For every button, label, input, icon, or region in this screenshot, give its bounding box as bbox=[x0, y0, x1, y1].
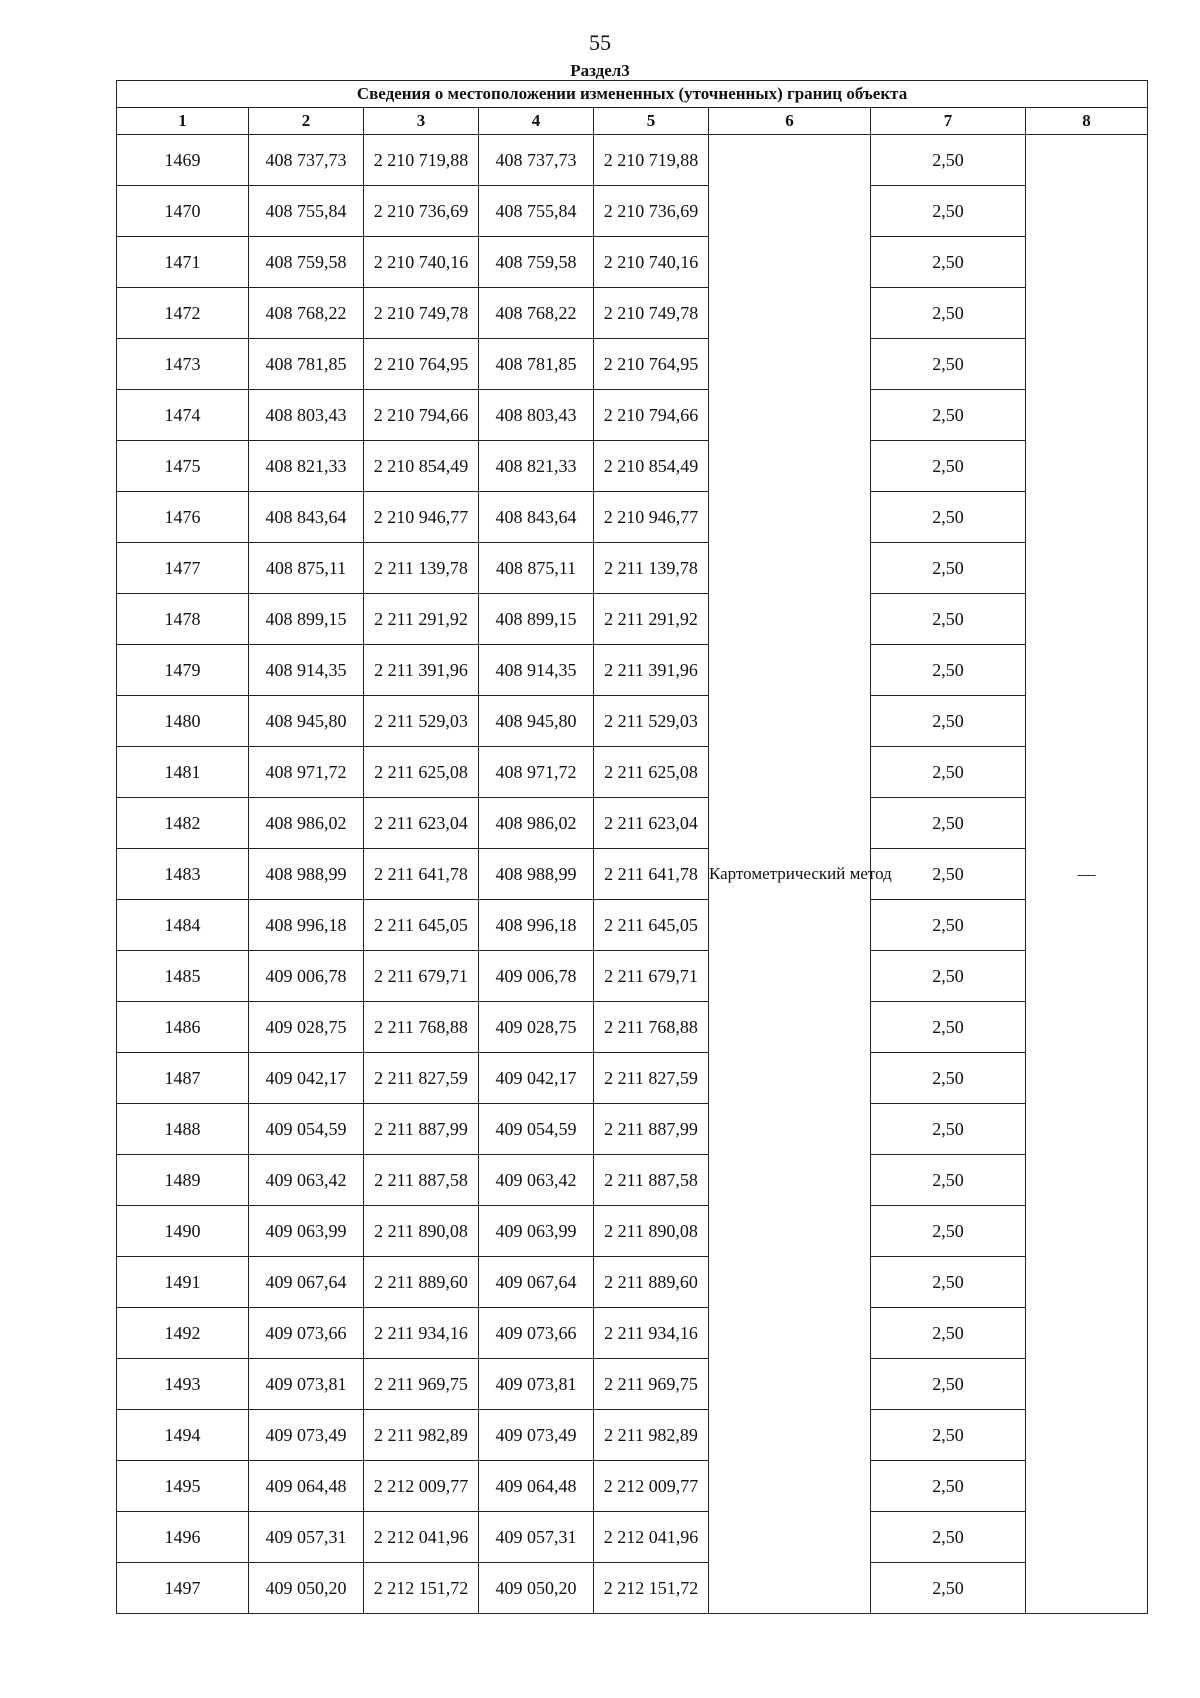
point-number-cell: 1494 bbox=[117, 1410, 249, 1461]
table-row bbox=[117, 900, 1148, 951]
table-row bbox=[117, 441, 1148, 492]
y-old-cell: 2 212 009,77 bbox=[364, 1461, 479, 1512]
y-new-cell: 2 211 827,59 bbox=[594, 1053, 709, 1104]
y-old-cell: 2 211 969,75 bbox=[364, 1359, 479, 1410]
accuracy-cell: 2,50 bbox=[871, 1410, 1026, 1461]
table-row bbox=[117, 645, 1148, 696]
y-old-cell: 2 211 887,58 bbox=[364, 1155, 479, 1206]
y-new-cell: 2 210 719,88 bbox=[594, 135, 709, 186]
x-new-cell: 409 064,48 bbox=[479, 1461, 594, 1512]
table-row bbox=[117, 951, 1148, 1002]
y-new-cell: 2 211 641,78 bbox=[594, 849, 709, 900]
accuracy-cell: 2,50 bbox=[871, 1461, 1026, 1512]
point-number-cell: 1496 bbox=[117, 1512, 249, 1563]
accuracy-cell: 2,50 bbox=[871, 543, 1026, 594]
x-old-cell: 409 063,99 bbox=[249, 1206, 364, 1257]
section-title: Раздел3 bbox=[570, 61, 630, 80]
table-row bbox=[117, 543, 1148, 594]
accuracy-cell: 2,50 bbox=[871, 390, 1026, 441]
x-old-cell: 408 803,43 bbox=[249, 390, 364, 441]
y-old-cell: 2 211 890,08 bbox=[364, 1206, 479, 1257]
x-old-cell: 409 042,17 bbox=[249, 1053, 364, 1104]
column-number-2: 2 bbox=[249, 108, 364, 135]
accuracy-cell: 2,50 bbox=[871, 339, 1026, 390]
y-old-cell: 2 210 749,78 bbox=[364, 288, 479, 339]
y-old-cell: 2 211 982,89 bbox=[364, 1410, 479, 1461]
y-old-cell: 2 211 679,71 bbox=[364, 951, 479, 1002]
accuracy-cell: 2,50 bbox=[871, 951, 1026, 1002]
x-old-cell: 409 006,78 bbox=[249, 951, 364, 1002]
column-number-1: 1 bbox=[117, 108, 249, 135]
x-old-cell: 409 073,81 bbox=[249, 1359, 364, 1410]
y-old-cell: 2 211 645,05 bbox=[364, 900, 479, 951]
table-row bbox=[117, 747, 1148, 798]
y-old-cell: 2 211 887,99 bbox=[364, 1104, 479, 1155]
y-new-cell: 2 211 679,71 bbox=[594, 951, 709, 1002]
x-new-cell: 408 768,22 bbox=[479, 288, 594, 339]
point-number-cell: 1473 bbox=[117, 339, 249, 390]
accuracy-cell: 2,50 bbox=[871, 1155, 1026, 1206]
accuracy-cell: 2,50 bbox=[871, 645, 1026, 696]
point-number-cell: 1479 bbox=[117, 645, 249, 696]
x-old-cell: 408 759,58 bbox=[249, 237, 364, 288]
x-old-cell: 408 821,33 bbox=[249, 441, 364, 492]
x-new-cell: 408 759,58 bbox=[479, 237, 594, 288]
table-row bbox=[117, 798, 1148, 849]
x-old-cell: 408 971,72 bbox=[249, 747, 364, 798]
table-row bbox=[117, 390, 1148, 441]
point-number-cell: 1474 bbox=[117, 390, 249, 441]
x-old-cell: 409 067,64 bbox=[249, 1257, 364, 1308]
column-number-3: 3 bbox=[364, 108, 479, 135]
table-row bbox=[117, 186, 1148, 237]
point-number-cell: 1492 bbox=[117, 1308, 249, 1359]
accuracy-cell: 2,50 bbox=[871, 1308, 1026, 1359]
point-number-cell: 1497 bbox=[117, 1563, 249, 1614]
y-new-cell: 2 211 623,04 bbox=[594, 798, 709, 849]
x-old-cell: 408 768,22 bbox=[249, 288, 364, 339]
x-old-cell: 408 988,99 bbox=[249, 849, 364, 900]
y-new-cell: 2 211 890,08 bbox=[594, 1206, 709, 1257]
x-new-cell: 409 054,59 bbox=[479, 1104, 594, 1155]
x-new-cell: 408 988,99 bbox=[479, 849, 594, 900]
x-old-cell: 409 073,66 bbox=[249, 1308, 364, 1359]
y-new-cell: 2 210 764,95 bbox=[594, 339, 709, 390]
point-number-cell: 1483 bbox=[117, 849, 249, 900]
table-row bbox=[117, 288, 1148, 339]
table-row bbox=[117, 1359, 1148, 1410]
y-new-cell: 2 211 291,92 bbox=[594, 594, 709, 645]
y-old-cell: 2 210 740,16 bbox=[364, 237, 479, 288]
y-new-cell: 2 210 736,69 bbox=[594, 186, 709, 237]
y-old-cell: 2 212 041,96 bbox=[364, 1512, 479, 1563]
y-old-cell: 2 210 854,49 bbox=[364, 441, 479, 492]
point-number-cell: 1488 bbox=[117, 1104, 249, 1155]
accuracy-cell: 2,50 bbox=[871, 849, 1026, 900]
x-new-cell: 409 063,99 bbox=[479, 1206, 594, 1257]
point-number-cell: 1470 bbox=[117, 186, 249, 237]
y-new-cell: 2 212 151,72 bbox=[594, 1563, 709, 1614]
x-new-cell: 408 843,64 bbox=[479, 492, 594, 543]
y-old-cell: 2 210 719,88 bbox=[364, 135, 479, 186]
x-new-cell: 409 042,17 bbox=[479, 1053, 594, 1104]
note-cell: — bbox=[1026, 135, 1148, 1614]
accuracy-cell: 2,50 bbox=[871, 1053, 1026, 1104]
x-new-cell: 409 073,81 bbox=[479, 1359, 594, 1410]
point-number-cell: 1490 bbox=[117, 1206, 249, 1257]
table-row bbox=[117, 237, 1148, 288]
y-new-cell: 2 211 969,75 bbox=[594, 1359, 709, 1410]
point-number-cell: 1480 bbox=[117, 696, 249, 747]
table-row bbox=[117, 594, 1148, 645]
y-new-cell: 2 210 740,16 bbox=[594, 237, 709, 288]
point-number-cell: 1491 bbox=[117, 1257, 249, 1308]
x-old-cell: 408 843,64 bbox=[249, 492, 364, 543]
y-old-cell: 2 211 934,16 bbox=[364, 1308, 479, 1359]
x-new-cell: 408 899,15 bbox=[479, 594, 594, 645]
x-old-cell: 408 996,18 bbox=[249, 900, 364, 951]
y-old-cell: 2 211 827,59 bbox=[364, 1053, 479, 1104]
y-old-cell: 2 211 623,04 bbox=[364, 798, 479, 849]
x-new-cell: 408 971,72 bbox=[479, 747, 594, 798]
accuracy-cell: 2,50 bbox=[871, 1512, 1026, 1563]
accuracy-cell: 2,50 bbox=[871, 1563, 1026, 1614]
point-number-cell: 1471 bbox=[117, 237, 249, 288]
table-row bbox=[117, 492, 1148, 543]
point-number-cell: 1482 bbox=[117, 798, 249, 849]
accuracy-cell: 2,50 bbox=[871, 237, 1026, 288]
y-new-cell: 2 211 625,08 bbox=[594, 747, 709, 798]
table-row bbox=[117, 1563, 1148, 1614]
y-new-cell: 2 210 794,66 bbox=[594, 390, 709, 441]
accuracy-cell: 2,50 bbox=[871, 747, 1026, 798]
y-new-cell: 2 211 887,99 bbox=[594, 1104, 709, 1155]
accuracy-cell: 2,50 bbox=[871, 1257, 1026, 1308]
y-old-cell: 2 210 946,77 bbox=[364, 492, 479, 543]
point-number-cell: 1475 bbox=[117, 441, 249, 492]
y-new-cell: 2 211 139,78 bbox=[594, 543, 709, 594]
y-new-cell: 2 211 887,58 bbox=[594, 1155, 709, 1206]
x-old-cell: 408 781,85 bbox=[249, 339, 364, 390]
y-old-cell: 2 211 641,78 bbox=[364, 849, 479, 900]
y-new-cell: 2 210 946,77 bbox=[594, 492, 709, 543]
column-number-5: 5 bbox=[594, 108, 709, 135]
x-new-cell: 408 803,43 bbox=[479, 390, 594, 441]
column-number-4: 4 bbox=[479, 108, 594, 135]
x-old-cell: 409 057,31 bbox=[249, 1512, 364, 1563]
accuracy-cell: 2,50 bbox=[871, 1002, 1026, 1053]
y-new-cell: 2 212 041,96 bbox=[594, 1512, 709, 1563]
accuracy-cell: 2,50 bbox=[871, 696, 1026, 747]
table-row bbox=[117, 696, 1148, 747]
y-old-cell: 2 210 764,95 bbox=[364, 339, 479, 390]
y-old-cell: 2 210 794,66 bbox=[364, 390, 479, 441]
x-new-cell: 408 755,84 bbox=[479, 186, 594, 237]
x-old-cell: 408 875,11 bbox=[249, 543, 364, 594]
x-new-cell: 409 050,20 bbox=[479, 1563, 594, 1614]
point-number-cell: 1476 bbox=[117, 492, 249, 543]
point-number-cell: 1486 bbox=[117, 1002, 249, 1053]
x-old-cell: 408 737,73 bbox=[249, 135, 364, 186]
x-new-cell: 409 057,31 bbox=[479, 1512, 594, 1563]
table-row bbox=[117, 135, 1148, 186]
x-old-cell: 408 899,15 bbox=[249, 594, 364, 645]
accuracy-cell: 2,50 bbox=[871, 1359, 1026, 1410]
y-old-cell: 2 211 391,96 bbox=[364, 645, 479, 696]
x-new-cell: 409 063,42 bbox=[479, 1155, 594, 1206]
table-row bbox=[117, 1104, 1148, 1155]
point-number-cell: 1485 bbox=[117, 951, 249, 1002]
x-new-cell: 409 006,78 bbox=[479, 951, 594, 1002]
x-old-cell: 409 073,49 bbox=[249, 1410, 364, 1461]
x-new-cell: 409 073,66 bbox=[479, 1308, 594, 1359]
y-old-cell: 2 211 139,78 bbox=[364, 543, 479, 594]
y-old-cell: 2 211 889,60 bbox=[364, 1257, 479, 1308]
x-old-cell: 409 028,75 bbox=[249, 1002, 364, 1053]
accuracy-cell: 2,50 bbox=[871, 288, 1026, 339]
table-row bbox=[117, 1155, 1148, 1206]
x-old-cell: 409 054,59 bbox=[249, 1104, 364, 1155]
table-row bbox=[117, 1206, 1148, 1257]
x-new-cell: 408 821,33 bbox=[479, 441, 594, 492]
x-new-cell: 408 986,02 bbox=[479, 798, 594, 849]
point-number-cell: 1478 bbox=[117, 594, 249, 645]
y-old-cell: 2 212 151,72 bbox=[364, 1563, 479, 1614]
point-number-cell: 1469 bbox=[117, 135, 249, 186]
x-old-cell: 408 914,35 bbox=[249, 645, 364, 696]
accuracy-cell: 2,50 bbox=[871, 135, 1026, 186]
point-number-cell: 1495 bbox=[117, 1461, 249, 1512]
x-old-cell: 408 945,80 bbox=[249, 696, 364, 747]
point-number-cell: 1493 bbox=[117, 1359, 249, 1410]
point-number-cell: 1489 bbox=[117, 1155, 249, 1206]
column-number-7: 7 bbox=[871, 108, 1026, 135]
table-row bbox=[117, 1308, 1148, 1359]
y-new-cell: 2 211 982,89 bbox=[594, 1410, 709, 1461]
table-row bbox=[117, 1053, 1148, 1104]
y-new-cell: 2 210 749,78 bbox=[594, 288, 709, 339]
page-number: 55 bbox=[589, 30, 611, 55]
table-row bbox=[117, 1002, 1148, 1053]
x-new-cell: 409 067,64 bbox=[479, 1257, 594, 1308]
x-new-cell: 408 875,11 bbox=[479, 543, 594, 594]
x-new-cell: 409 073,49 bbox=[479, 1410, 594, 1461]
accuracy-cell: 2,50 bbox=[871, 798, 1026, 849]
x-new-cell: 408 996,18 bbox=[479, 900, 594, 951]
y-old-cell: 2 211 291,92 bbox=[364, 594, 479, 645]
point-number-cell: 1472 bbox=[117, 288, 249, 339]
y-new-cell: 2 211 645,05 bbox=[594, 900, 709, 951]
x-old-cell: 409 063,42 bbox=[249, 1155, 364, 1206]
table-body bbox=[117, 135, 1148, 1614]
table-row bbox=[117, 1461, 1148, 1512]
x-old-cell: 409 050,20 bbox=[249, 1563, 364, 1614]
y-old-cell: 2 211 768,88 bbox=[364, 1002, 479, 1053]
column-number-row bbox=[117, 108, 1148, 135]
x-new-cell: 408 914,35 bbox=[479, 645, 594, 696]
y-new-cell: 2 211 529,03 bbox=[594, 696, 709, 747]
x-new-cell: 409 028,75 bbox=[479, 1002, 594, 1053]
column-number-6: 6 bbox=[709, 108, 871, 135]
accuracy-cell: 2,50 bbox=[871, 594, 1026, 645]
table-row bbox=[117, 1257, 1148, 1308]
accuracy-cell: 2,50 bbox=[871, 1206, 1026, 1257]
y-new-cell: 2 210 854,49 bbox=[594, 441, 709, 492]
y-new-cell: 2 211 391,96 bbox=[594, 645, 709, 696]
table-row bbox=[117, 849, 1148, 900]
accuracy-cell: 2,50 bbox=[871, 441, 1026, 492]
point-number-cell: 1477 bbox=[117, 543, 249, 594]
y-new-cell: 2 211 768,88 bbox=[594, 1002, 709, 1053]
table-caption: Сведения о местоположении измененных (уточненных) границ объекта bbox=[117, 81, 1148, 108]
x-new-cell: 408 781,85 bbox=[479, 339, 594, 390]
accuracy-cell: 2,50 bbox=[871, 1104, 1026, 1155]
point-number-cell: 1481 bbox=[117, 747, 249, 798]
accuracy-cell: 2,50 bbox=[871, 900, 1026, 951]
accuracy-cell: 2,50 bbox=[871, 186, 1026, 237]
y-new-cell: 2 211 889,60 bbox=[594, 1257, 709, 1308]
table-row bbox=[117, 1410, 1148, 1461]
column-number-8: 8 bbox=[1026, 108, 1148, 135]
boundary-table bbox=[116, 80, 1148, 1614]
y-new-cell: 2 211 934,16 bbox=[594, 1308, 709, 1359]
method-cell: Картометрический метод bbox=[709, 135, 871, 1614]
x-old-cell: 408 986,02 bbox=[249, 798, 364, 849]
x-old-cell: 409 064,48 bbox=[249, 1461, 364, 1512]
x-old-cell: 408 755,84 bbox=[249, 186, 364, 237]
y-old-cell: 2 211 625,08 bbox=[364, 747, 479, 798]
table-row bbox=[117, 1512, 1148, 1563]
x-new-cell: 408 737,73 bbox=[479, 135, 594, 186]
accuracy-cell: 2,50 bbox=[871, 492, 1026, 543]
y-old-cell: 2 211 529,03 bbox=[364, 696, 479, 747]
y-old-cell: 2 210 736,69 bbox=[364, 186, 479, 237]
point-number-cell: 1484 bbox=[117, 900, 249, 951]
point-number-cell: 1487 bbox=[117, 1053, 249, 1104]
table-row bbox=[117, 339, 1148, 390]
x-new-cell: 408 945,80 bbox=[479, 696, 594, 747]
y-new-cell: 2 212 009,77 bbox=[594, 1461, 709, 1512]
